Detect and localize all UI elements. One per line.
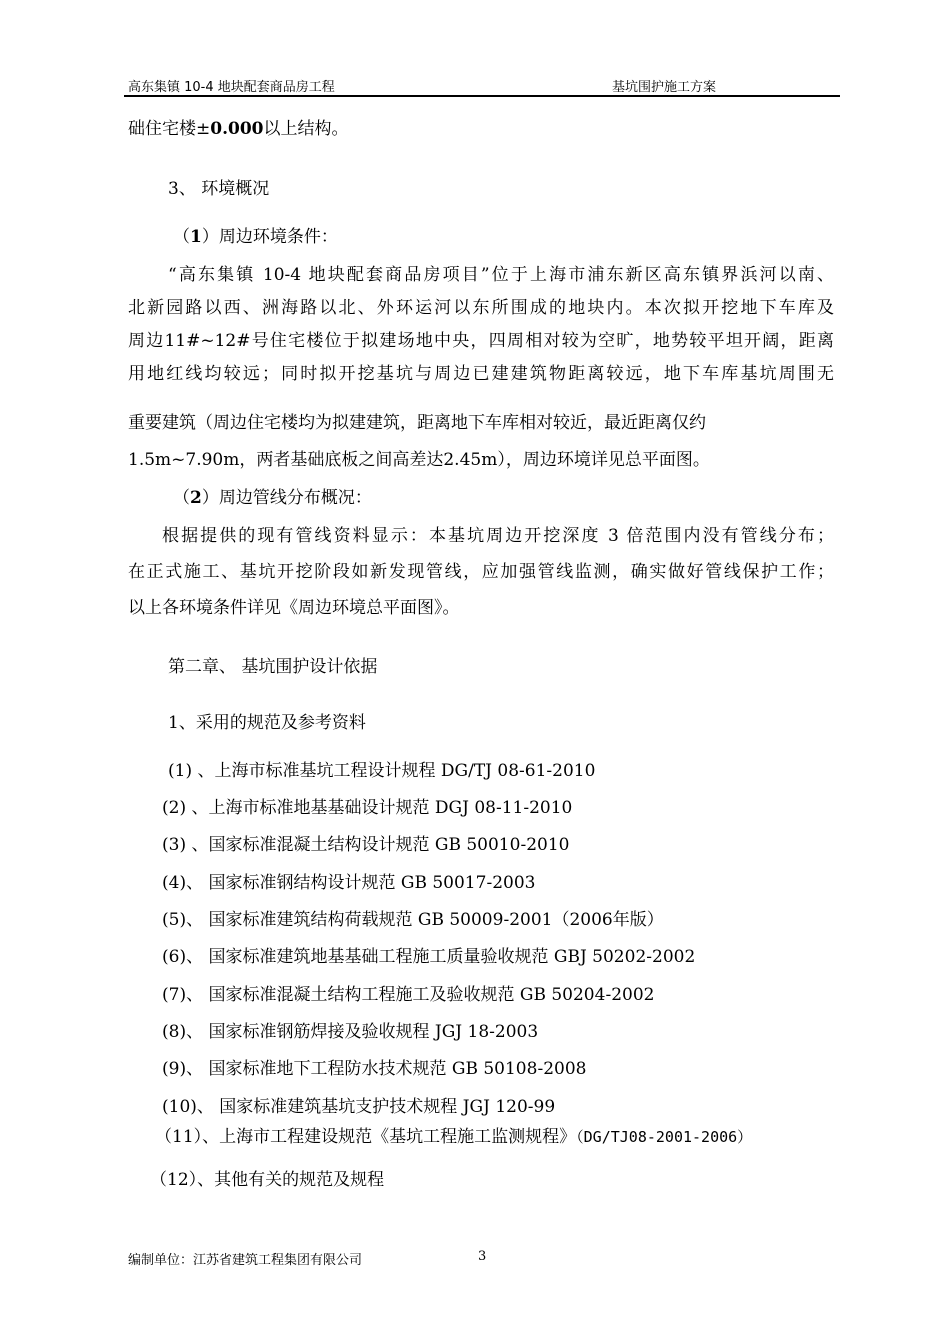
- reference-item: (8)、 国家标准钢筋焊接及验收规程 JGJ 18-2003: [162, 1022, 539, 1042]
- section-3-heading: 3、 环境概况: [168, 179, 270, 199]
- reference-item: (5)、 国家标准建筑结构荷载规范 GB 50009-2001（2006年版）: [162, 910, 664, 930]
- subsection-1-heading: [173, 226, 338, 248]
- subsection-1-number: 1: [190, 227, 202, 247]
- header-doc-title: 基坑围护施工方案: [612, 80, 717, 95]
- paragraph-1-line: 1.5m~7.90m，两者基础底板之间高差达2.45m），周边环境详见总平面图。: [128, 450, 710, 470]
- subsection-2-open: （: [173, 488, 190, 508]
- reference-item: (1) 、上海市标准基坑工程设计规程 DG/TJ 08-61-2010: [168, 761, 596, 781]
- reference-item: [155, 1126, 752, 1148]
- continued-text-suffix: 以上结构。: [263, 119, 349, 139]
- subsection-2-heading: [173, 487, 372, 509]
- header-project-title: 高东集镇 10-4 地块配套商品房工程: [128, 80, 335, 95]
- paragraph-2-line: 在正式施工、基坑开挖阶段如新发现管线，应加强管线监测，确实做好管线保护工作；: [128, 562, 834, 582]
- header-divider: [124, 95, 840, 97]
- subsection-2-number: 2: [190, 488, 202, 508]
- paragraph-2-line: 根据提供的现有管线资料显示：本基坑周边开挖深度 3 倍范围内没有管线分布；: [162, 526, 834, 546]
- reference-item: （12）、其他有关的规范及规程: [150, 1170, 385, 1190]
- reference-item: (7)、 国家标准混凝土结构工程施工及验收规范 GB 50204-2002: [162, 985, 655, 1005]
- reference-item: (3) 、国家标准混凝土结构设计规范 GB 50010-2010: [162, 835, 570, 855]
- paragraph-2-line: 以上各环境条件详见《周边环境总平面图》。: [128, 598, 460, 618]
- subsection-1-title: ）周边环境条件：: [201, 227, 338, 247]
- reference-item: (4)、 国家标准钢结构设计规范 GB 50017-2003: [162, 873, 536, 893]
- page-number: 3: [478, 1249, 487, 1264]
- paragraph-1-line: 用地红线均较远；同时拟开挖基坑与周边已建建筑物距离较远，地下车库基坑周围无: [128, 364, 834, 384]
- paragraph-1-line: 重要建筑（周边住宅楼均为拟建建筑，距离地下车库相对较近，最近距离仅约: [128, 413, 706, 433]
- reference-item: (2) 、上海市标准地基基础设计规范 DGJ 08-11-2010: [162, 798, 573, 818]
- continued-line: [128, 118, 348, 140]
- reference-11-code: （DG/TJ08-2001-2006）: [576, 1128, 753, 1146]
- footer-organization: 编制单位：江苏省建筑工程集团有限公司: [128, 1253, 363, 1268]
- paragraph-1-line: “高东集镇 10-4 地块配套商品房项目”位于上海市浦东新区高东镇界浜河以南、: [168, 265, 834, 285]
- subsection-1-open: （: [173, 227, 190, 247]
- subsection-2-title: ）周边管线分布概况：: [201, 488, 372, 508]
- reference-item: (9)、 国家标准地下工程防水技术规范 GB 50108-2008: [162, 1059, 587, 1079]
- paragraph-1-line: 北新园路以西、洲海路以北、外环运河以东所围成的地块内。本次拟开挖地下车库及: [128, 298, 834, 318]
- chapter-2-heading: 第二章、 基坑围护设计依据: [168, 657, 378, 677]
- paragraph-1-line: 周边11#~12#号住宅楼位于拟建场地中央，四周相对较为空旷，地势较平坦开阔，距离: [128, 331, 834, 351]
- reference-11-title: （11）、上海市工程建设规范《基坑工程施工监测规程》: [155, 1127, 577, 1147]
- section-1-heading: 1、采用的规范及参考资料: [168, 713, 366, 733]
- reference-item: (6)、 国家标准建筑地基基础工程施工质量验收规范 GBJ 50202-2002: [162, 947, 696, 967]
- reference-item: (10)、 国家标准建筑基坑支护技术规程 JGJ 120-99: [162, 1097, 556, 1117]
- continued-text-prefix: 础住宅楼±: [128, 119, 211, 139]
- elevation-value: 0.000: [210, 119, 264, 139]
